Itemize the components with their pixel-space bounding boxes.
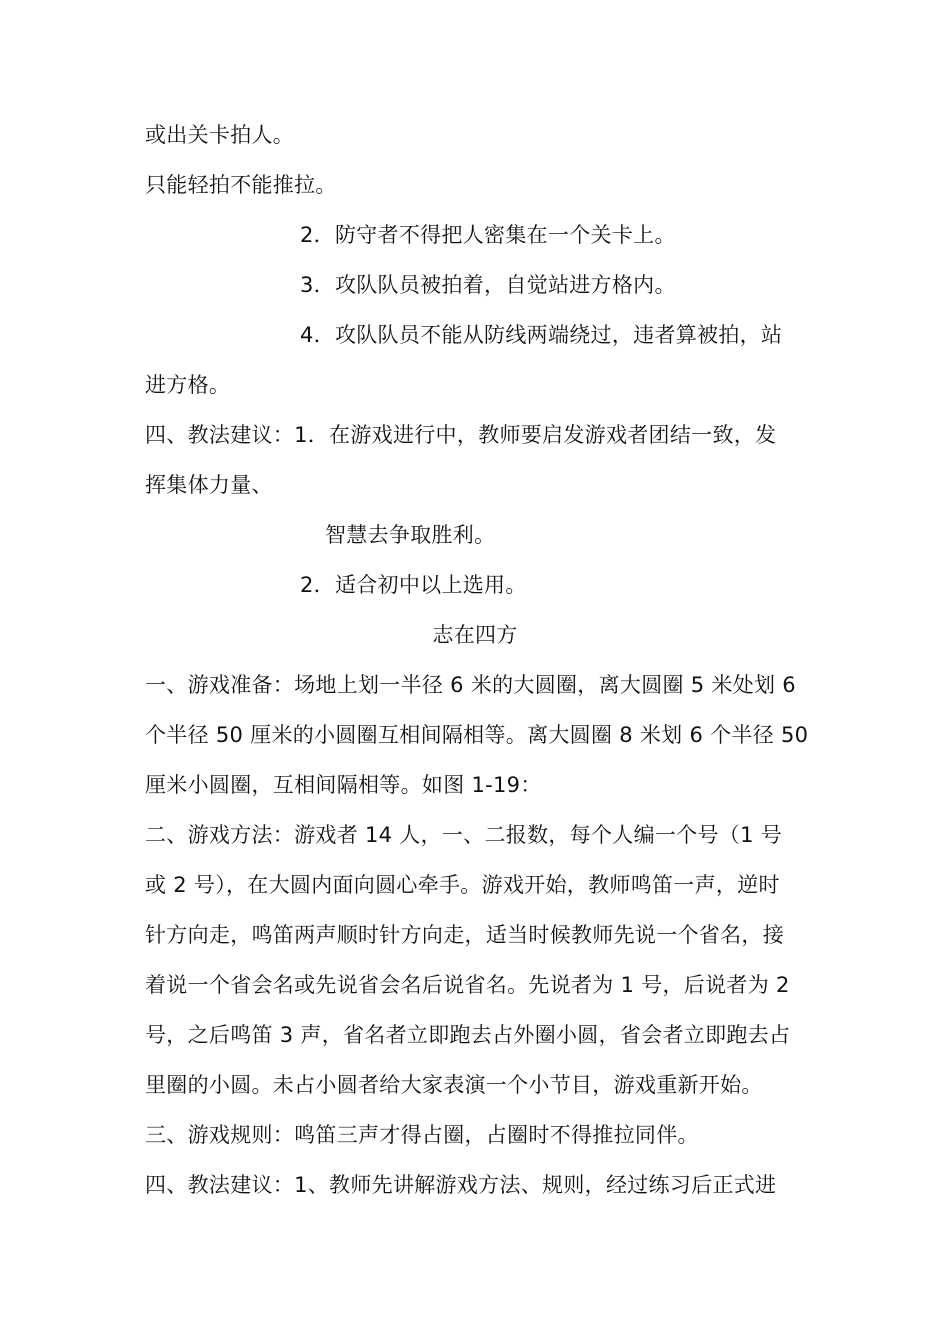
text-line: 或 2 号），在大圆内面向圆心牵手。游戏开始，教师鸣笛一声，逆时	[145, 873, 780, 897]
text-line: 个半径 50 厘米的小圆圈互相间隔相等。离大圆圈 8 米划 6 个半径 50	[145, 723, 809, 747]
section-heading-line: 二、游戏方法：游戏者 14 人，一、二报数，每个人编一个号（1 号	[145, 823, 783, 847]
rule-item: 2．适合初中以上选用。	[300, 573, 527, 597]
section-heading-line: 四、教法建议：1．在游戏进行中，教师要启发游戏者团结一致，发	[145, 423, 777, 447]
text-line: 厘米小圆圈，互相间隔相等。如图 1-19：	[145, 773, 542, 797]
section-heading-line: 三、游戏规则：鸣笛三声才得占圈，占圈时不得推拉同伴。	[145, 1123, 699, 1147]
section-heading-line: 四、教法建议：1、教师先讲解游戏方法、规则，经过练习后正式进	[145, 1173, 777, 1197]
text-line: 挥集体力量、	[145, 473, 273, 497]
text-line: 号，之后鸣笛 3 声，省名者立即跑去占外圈小圆，省会者立即跑去占	[145, 1023, 791, 1047]
text-line: 只能轻拍不能推拉。	[145, 173, 337, 197]
text-line: 里圈的小圆。未占小圆者给大家表演一个小节目，游戏重新开始。	[145, 1073, 763, 1097]
text-line: 针方向走，鸣笛两声顺时针方向走，适当时候教师先说一个省名，接	[145, 923, 784, 947]
rule-item: 3．攻队队员被拍着，自觉站进方格内。	[300, 273, 676, 297]
rule-item: 2．防守者不得把人密集在一个关卡上。	[300, 223, 676, 247]
text-line: 或出关卡拍人。	[145, 123, 295, 147]
text-line: 着说一个省会名或先说省会名后说省名。先说者为 1 号，后说者为 2	[145, 973, 790, 997]
section-heading-line: 一、游戏准备：场地上划一半径 6 米的大圆圈，离大圆圈 5 米处划 6	[145, 673, 796, 697]
text-line: 进方格。	[145, 373, 231, 397]
game-title: 志在四方	[432, 623, 518, 647]
rule-item: 4．攻队队员不能从防线两端绕过，违者算被拍，站	[300, 323, 783, 347]
text-line: 智慧去争取胜利。	[325, 523, 496, 547]
